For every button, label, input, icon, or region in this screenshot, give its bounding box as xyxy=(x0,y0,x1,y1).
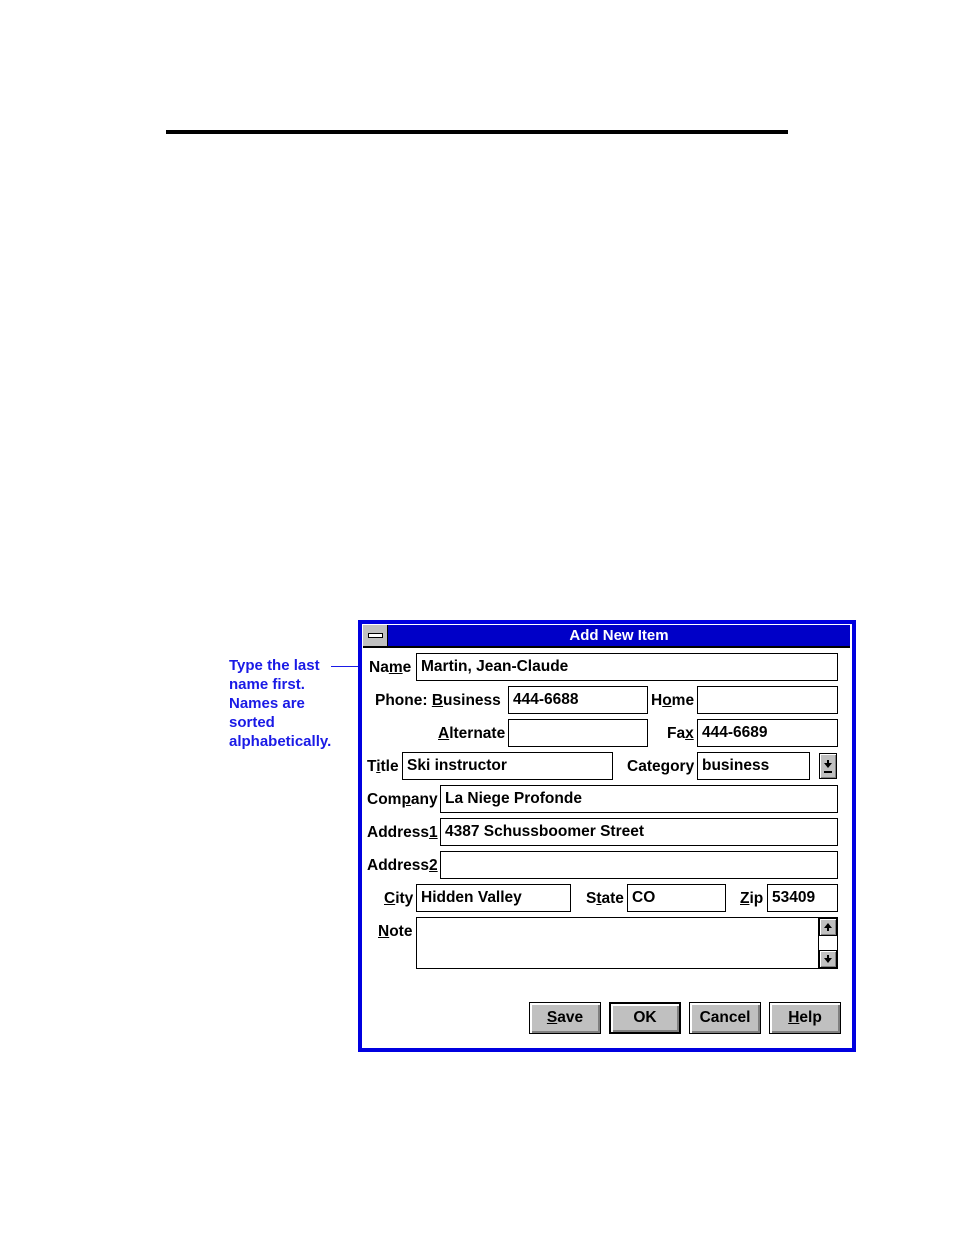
state-field[interactable]: CO xyxy=(627,884,726,912)
help-button[interactable]: Help xyxy=(769,1002,841,1034)
annotation-line: Names are xyxy=(229,695,305,712)
zip-field[interactable]: 53409 xyxy=(767,884,838,912)
down-arrow-icon[interactable] xyxy=(819,950,837,968)
annotation-callout xyxy=(229,656,359,751)
category-label: Category xyxy=(627,758,695,775)
address2-label: Address2 xyxy=(367,857,438,874)
note-scrollbar[interactable] xyxy=(818,918,837,968)
annotation-line: alphabetically. xyxy=(229,733,332,750)
company-field[interactable]: La Niege Profonde xyxy=(440,785,838,813)
annotation-line: sorted xyxy=(229,714,275,731)
ok-button[interactable]: OK xyxy=(609,1002,681,1034)
zip-label: Zip xyxy=(740,890,764,907)
fax-label: Fax xyxy=(667,725,694,742)
note-label: Note xyxy=(378,923,413,940)
alternate-label: Alternate xyxy=(438,725,506,742)
down-arrow-icon[interactable] xyxy=(819,753,837,779)
name-label: Name xyxy=(369,659,412,676)
address1-label: Address1 xyxy=(367,824,438,841)
address2-field[interactable] xyxy=(440,851,838,879)
alternate-phone-field[interactable] xyxy=(508,719,648,747)
save-button[interactable]: Save xyxy=(529,1002,601,1034)
dialog-title: Add New Item xyxy=(569,627,669,644)
category-select[interactable]: business xyxy=(697,752,810,780)
city-field[interactable]: Hidden Valley xyxy=(416,884,571,912)
name-field[interactable]: Martin, Jean-Claude xyxy=(416,653,838,681)
title-label: Title xyxy=(367,758,399,775)
note-textarea[interactable] xyxy=(416,917,838,969)
cancel-button[interactable]: Cancel xyxy=(689,1002,761,1034)
state-label: State xyxy=(586,890,624,907)
city-label: City xyxy=(384,890,414,907)
system-menu-icon[interactable] xyxy=(363,625,388,646)
address1-field[interactable]: 4387 Schussboomer Street xyxy=(440,818,838,846)
annotation-line: Type the last xyxy=(229,657,320,674)
add-new-item-dialog xyxy=(358,620,856,1052)
home-phone-label: Home xyxy=(651,692,695,709)
title-bar[interactable] xyxy=(363,625,850,648)
home-phone-field[interactable] xyxy=(697,686,838,714)
phone-business-label: Phone: Business xyxy=(375,692,501,709)
annotation-line: name first. xyxy=(229,676,305,693)
company-label: Company xyxy=(367,791,438,808)
phone-business-field[interactable]: 444-6688 xyxy=(508,686,648,714)
title-field[interactable]: Ski instructor xyxy=(402,752,613,780)
up-arrow-icon[interactable] xyxy=(819,918,837,936)
fax-field[interactable]: 444-6689 xyxy=(697,719,838,747)
header-rule xyxy=(166,130,788,134)
